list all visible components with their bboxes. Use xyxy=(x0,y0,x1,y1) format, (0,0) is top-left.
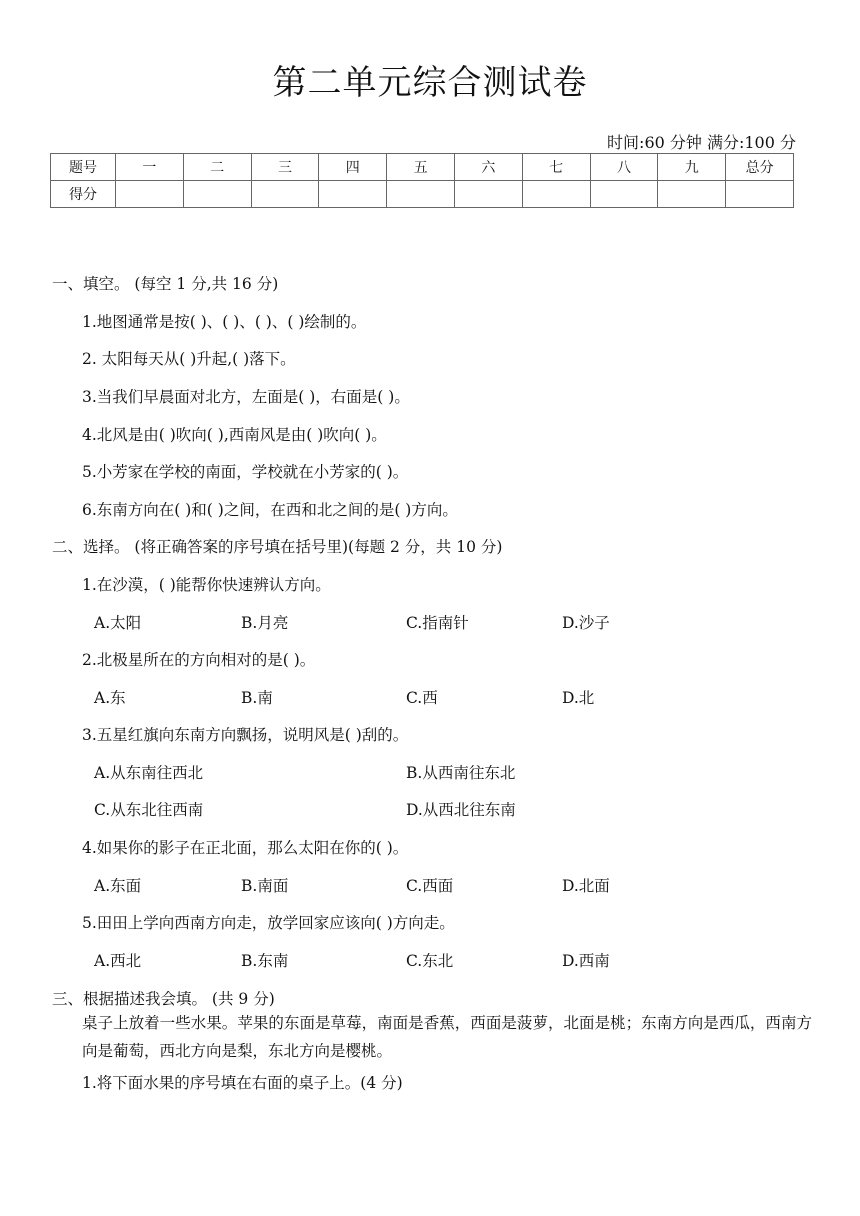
choice-option: D.北 xyxy=(562,689,595,707)
choice-option: C.指南针 xyxy=(406,614,469,632)
choice-option: D.从西北往东南 xyxy=(406,801,516,819)
choice-question: 4.如果你的影子在正北面，那么太阳在你的( )。 xyxy=(82,839,409,857)
fill-question: 4.北风是由( )吹向( ),西南风是由( )吹向( )。 xyxy=(82,426,387,444)
score-header-cell: 总分 xyxy=(726,154,794,181)
section2-heading: 二、选择。 (将正确答案的序号填在括号里)(每题 2 分，共 10 分) xyxy=(52,538,503,556)
score-header-cell: 七 xyxy=(522,154,590,181)
score-header-cell: 一 xyxy=(116,154,184,181)
choice-option: D.沙子 xyxy=(562,614,610,632)
choice-option: A.太阳 xyxy=(94,614,142,632)
time-score-info: 时间:60 分钟 满分:100 分 xyxy=(607,133,796,152)
score-header-cell: 六 xyxy=(454,154,522,181)
score-cell xyxy=(658,181,726,208)
fill-question: 5.小芳家在学校的南面，学校就在小芳家的( )。 xyxy=(82,463,409,481)
section1-heading: 一、填空。 (每空 1 分,共 16 分) xyxy=(52,275,279,293)
fill-question: 1.地图通常是按( )、( )、( )、( )绘制的。 xyxy=(82,313,367,331)
score-cell xyxy=(319,181,387,208)
fill-question: 2. 太阳每天从( )升起,( )落下。 xyxy=(82,350,296,368)
score-cell xyxy=(522,181,590,208)
choice-option: B.南 xyxy=(241,689,273,707)
choice-question: 3.五星红旗向东南方向飘扬，说明风是( )刮的。 xyxy=(82,726,409,744)
score-cell xyxy=(251,181,319,208)
fill-question: 6.东南方向在( )和( )之间，在西和北之间的是( )方向。 xyxy=(82,501,458,519)
score-table-header-row xyxy=(51,154,794,181)
score-table-score-row xyxy=(51,181,794,208)
score-header-cell: 八 xyxy=(590,154,658,181)
score-cell xyxy=(590,181,658,208)
score-cell xyxy=(726,181,794,208)
choice-option: C.东北 xyxy=(406,952,454,970)
choice-option: D.西南 xyxy=(562,952,610,970)
row-label-question-number: 题号 xyxy=(51,154,116,181)
choice-option: C.西面 xyxy=(406,877,454,895)
choice-option: A.从东南往西北 xyxy=(94,764,204,782)
choice-option: B.从西南往东北 xyxy=(406,764,516,782)
choice-option: B.月亮 xyxy=(241,614,289,632)
section3-paragraph: 桌子上放着一些水果。苹果的东面是草莓，南面是香蕉，西面是菠萝，北面是桃；东南方向是西瓜，西南方向是葡萄，西北方向是梨，东北方向是樱桃。 xyxy=(82,1014,812,1060)
score-header-cell: 二 xyxy=(183,154,251,181)
row-label-score: 得分 xyxy=(51,181,116,208)
page-title: 第二单元综合测试卷 xyxy=(272,63,588,103)
score-cell xyxy=(183,181,251,208)
choice-option: B.南面 xyxy=(241,877,289,895)
choice-option: C.西 xyxy=(406,689,438,707)
choice-option: A.西北 xyxy=(94,952,142,970)
score-cell xyxy=(387,181,455,208)
section3-heading: 三、根据描述我会填。 (共 9 分) xyxy=(52,990,275,1008)
choice-question: 2.北极星所在的方向相对的是( )。 xyxy=(82,651,316,669)
score-table xyxy=(50,153,794,208)
choice-option: B.东南 xyxy=(241,952,289,970)
fill-question: 3.当我们早晨面对北方，左面是( )，右面是( )。 xyxy=(82,388,410,406)
score-header-cell: 四 xyxy=(319,154,387,181)
choice-question: 1.在沙漠，( )能帮你快速辨认方向。 xyxy=(82,576,331,594)
choice-question: 5.田田上学向西南方向走，放学回家应该向( )方向走。 xyxy=(82,914,455,932)
score-header-cell: 三 xyxy=(251,154,319,181)
section3-item: 1.将下面水果的序号填在右面的桌子上。(4 分) xyxy=(82,1074,403,1092)
score-header-cell: 五 xyxy=(387,154,455,181)
score-cell xyxy=(116,181,184,208)
score-header-cell: 九 xyxy=(658,154,726,181)
choice-option: D.北面 xyxy=(562,877,610,895)
choice-option: A.东 xyxy=(94,689,126,707)
choice-option: A.东面 xyxy=(94,877,142,895)
choice-option: C.从东北往西南 xyxy=(94,801,204,819)
score-cell xyxy=(454,181,522,208)
